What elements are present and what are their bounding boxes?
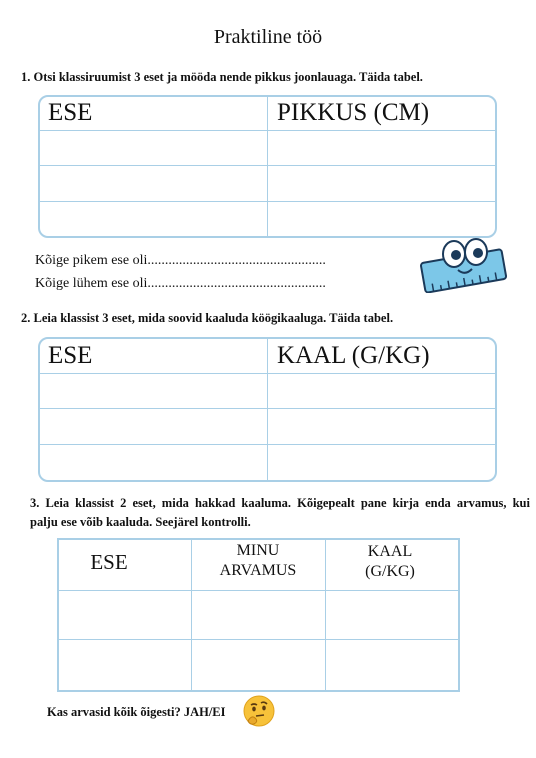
estimate-table-header-minu-line1: MINU — [236, 542, 280, 559]
self-check-question: Kas arvasid kõik õigesti? JAH/EI — [47, 705, 226, 719]
weight-table-header-ese: ESE — [48, 342, 93, 369]
estimate-table-header-minu-line2: ARVAMUS — [219, 562, 297, 579]
length-table-header-pikkus: PIKKUS (CM) — [277, 99, 430, 126]
estimate-table — [57, 538, 460, 692]
estimate-table-header-minu — [191, 541, 325, 581]
length-table-header-ese: ESE — [48, 99, 93, 126]
task-3-instruction-line1: 3. Leia klassist 2 eset, mida hakkad kaaluma. Kõigepealt pane kirja enda arvamus, kui — [30, 496, 530, 510]
thinking-face-icon — [242, 694, 276, 728]
estimate-table-header-kaal — [325, 542, 455, 582]
task-3-instruction-line2: palju ese võib kaaluda. Seejärel kontrolli. — [30, 515, 251, 529]
shortest-item-line: Kõige lühem ese oli................................................... — [35, 276, 326, 291]
longest-item-line: Kõige pikem ese oli................................................... — [35, 253, 326, 268]
weight-table-header-kaal: KAAL (G/KG) — [277, 342, 430, 369]
estimate-table-header-kaal-line1: KAAL — [367, 543, 413, 560]
weight-table — [38, 337, 497, 482]
page-title: Praktiline töö — [213, 26, 323, 48]
task-1-instruction: 1. Otsi klassiruumist 3 eset ja mööda nende pikkus joonlauaga. Täida tabel. — [21, 70, 423, 84]
estimate-table-header-kaal-line2: (G/KG) — [365, 563, 415, 580]
ruler-mascot-icon — [416, 238, 511, 293]
length-table — [38, 95, 497, 238]
task-2-instruction: 2. Leia klassist 3 eset, mida soovid kaaluda köögikaaluga. Täida tabel. — [21, 311, 394, 325]
estimate-table-header-ese: ESE — [90, 550, 128, 574]
